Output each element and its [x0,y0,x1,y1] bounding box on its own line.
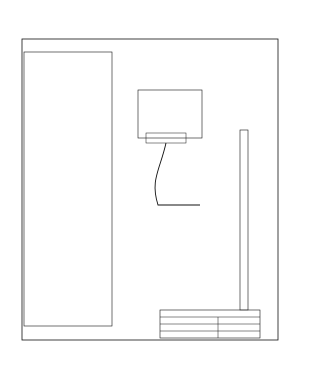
diagram-frame [22,39,278,340]
modular-block [138,90,202,138]
split-block-body [24,52,112,326]
modular-cord [155,143,200,205]
pemu-backplane [240,130,248,310]
